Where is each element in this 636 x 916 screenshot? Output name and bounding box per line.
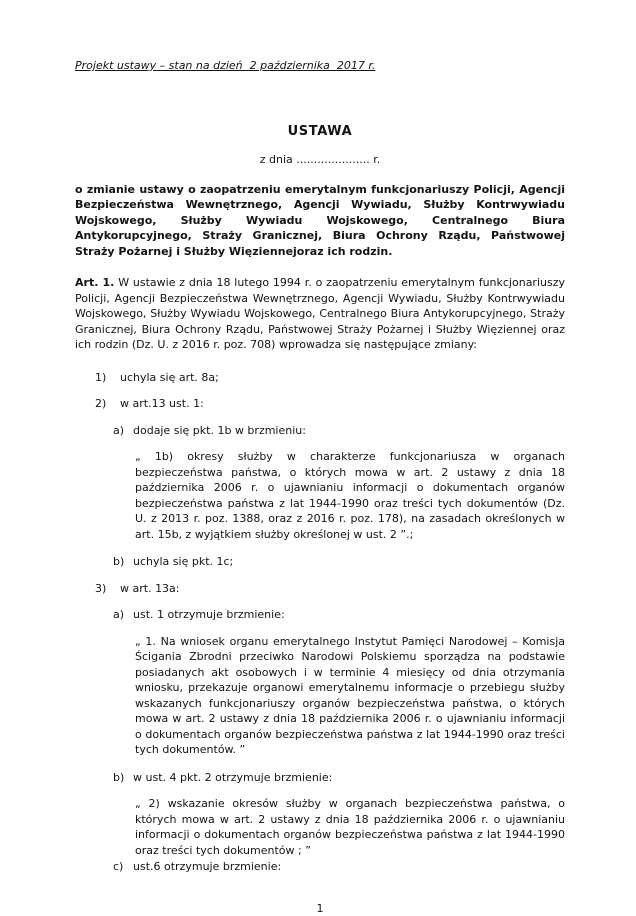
- quoted-provision-pkt2: „ 2) wskazanie okresów służby w organach bezpieczeństwa państwa, o których mowa w art. 2 ustawy z dnia 18 października 2006 r. o ujawnianiu informacji o dokumentach organów bezpieczeństwa państwa z lat 1944-1990 oraz treści tych dokumentów ; ”: [135, 796, 565, 858]
- item-text: uchyla się pkt. 1c;: [133, 554, 565, 570]
- draft-status-note: Projekt ustawy – stan na dzień 2 października 2017 r.: [75, 58, 565, 74]
- amendment-item-3c: [75, 859, 565, 875]
- act-title: USTAWA: [75, 124, 565, 140]
- item-marker: b): [113, 554, 133, 570]
- article-1-label: Art. 1.: [75, 276, 114, 289]
- item-text: w ust. 4 pkt. 2 otrzymuje brzmienie:: [133, 770, 565, 786]
- item-text: ust. 1 otrzymuje brzmienie:: [133, 607, 565, 623]
- article-1-paragraph: [75, 275, 565, 353]
- item-text: w art. 13a:: [120, 581, 565, 597]
- item-marker: 1): [95, 370, 120, 386]
- act-subject: o zmianie ustawy o zaopatrzeniu emerytalnym funkcjonariuszy Policji, Agencji Bezpieczeństwa Wewnętrznego, Agencji Wywiadu, Służby Kontrwywiadu Wojskowego, Służby Wywiadu Wojskowego, Centralnego Biura Antykorupcyjnego, Straży Granicznej, Biura Ochrony Rządu, Państwowej Straży Pożarnej i Służby Więziennejoraz ich rodzin.: [75, 182, 565, 260]
- item-text: ust.6 otrzymuje brzmienie:: [133, 859, 565, 875]
- item-marker: 3): [95, 581, 120, 597]
- amendment-item-3: [75, 581, 565, 597]
- page-number: 1: [75, 901, 565, 916]
- amendment-item-1: [75, 370, 565, 386]
- amendment-item-2a: [75, 423, 565, 439]
- item-marker: a): [113, 607, 133, 623]
- item-marker: b): [113, 770, 133, 786]
- item-text: uchyla się art. 8a;: [120, 370, 565, 386]
- act-date-line: z dnia ..................... r.: [75, 152, 565, 168]
- item-marker: 2): [95, 396, 120, 412]
- amendment-item-3a: [75, 607, 565, 623]
- item-marker: c): [113, 859, 133, 875]
- amendment-item-2b: [75, 554, 565, 570]
- amendment-item-3b: [75, 770, 565, 786]
- quoted-provision-ust1: „ 1. Na wniosek organu emerytalnego Instytut Pamięci Narodowej – Komisja Ścigania Zbrodni przeciwko Narodowi Polskiemu sporządza na podstawie posiadanych akt osobowych i w terminie 4 miesięcy od dnia otrzymania wniosku, przekazuje organowi emerytalnemu informacje o przebiegu służby wskazanych funkcjonariuszy organów bezpieczeństwa państwa, o których mowa w art. 2 ustawy z dnia 18 października 2006 r. o ujawnianiu informacji o dokumentach organów bezpieczeństwa państwa z lat 1944-1990 oraz treści tych dokumentów. ”: [135, 634, 565, 758]
- item-text: w art.13 ust. 1:: [120, 396, 565, 412]
- item-text: dodaje się pkt. 1b w brzmieniu:: [133, 423, 565, 439]
- amendment-item-2: [75, 396, 565, 412]
- article-1-text: W ustawie z dnia 18 lutego 1994 r. o zaopatrzeniu emerytalnym funkcjonariuszy Policji, Agencji Bezpieczeństwa Wewnętrznego, Agencji Wywiadu, Służby Kontrwywiadu Wojskowego, Służby Wywiadu Wojskowego, Centralnego Biura Antykorupcyjnego, Straży Granicznej, Biura Ochrony Rządu, Państwowej Straży Pożarnej i Służby Więziennej oraz ich rodzin (Dz. U. z 2016 r. poz. 708) wprowadza się następujące zmiany:: [75, 276, 565, 351]
- item-marker: a): [113, 423, 133, 439]
- quoted-provision-1b: „ 1b) okresy służby w charakterze funkcjonariusza w organach bezpieczeństwa państwa, o których mowa w art. 2 ustawy z dnia 18 października 2006 r. o ujawnianiu informacji o dokumentach organów bezpieczeństwa państwa z lat 1944-1990 oraz treści tych dokumentów (Dz. U. z 2013 r. poz. 1388, oraz z 2016 r. poz. 178), na zasadach określonych w art. 15b, z wyjątkiem służby określonej w ust. 2 ”.;: [135, 449, 565, 542]
